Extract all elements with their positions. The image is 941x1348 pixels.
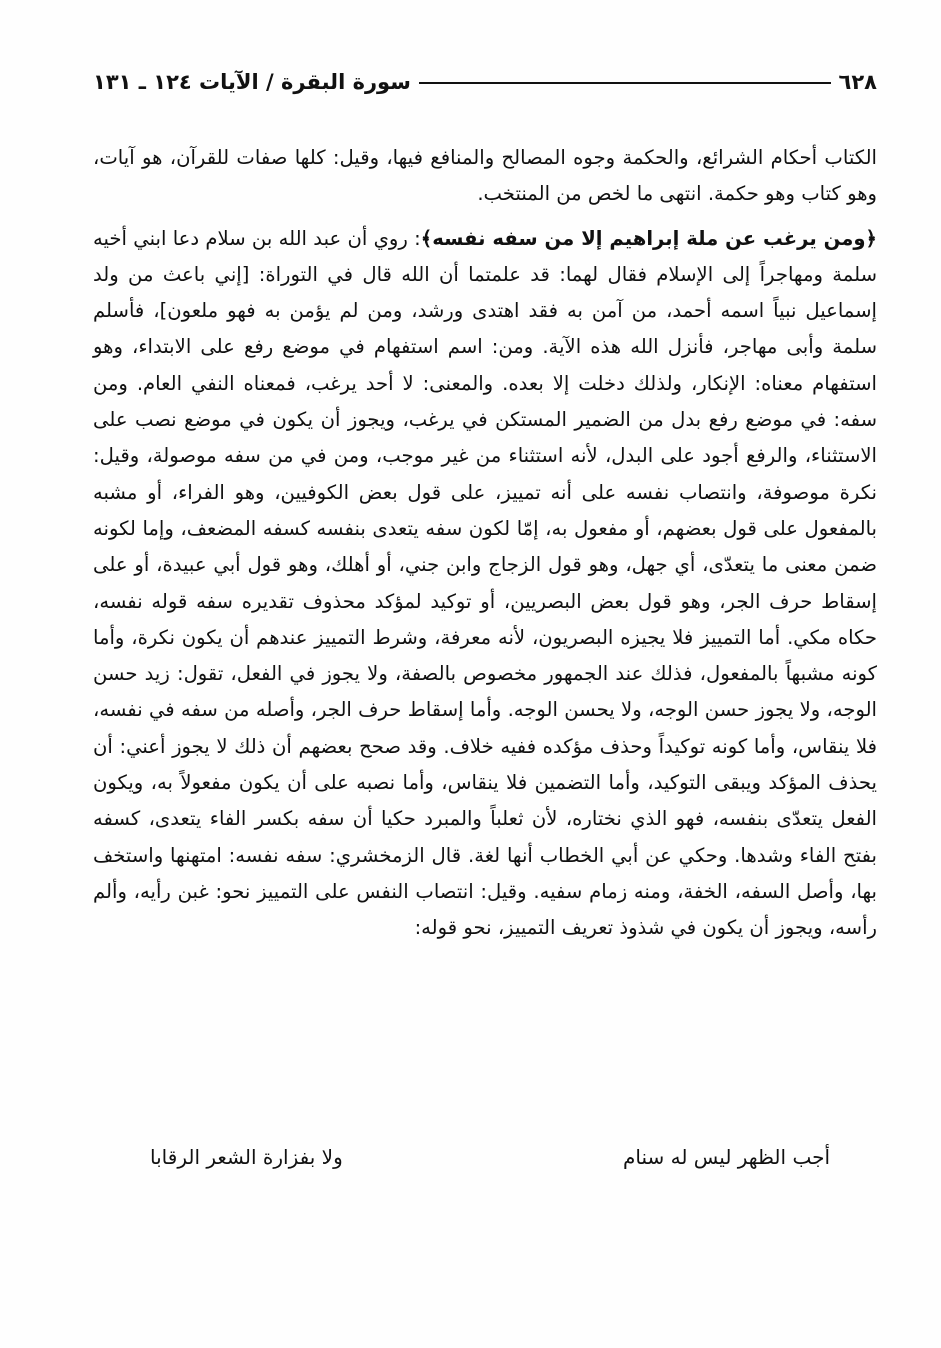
- paragraph: [93, 140, 877, 213]
- running-title: سورة البقرة / الآيات ١٢٤ ـ ١٣١: [93, 70, 411, 94]
- poem-hemistich-first: أجب الظهر ليس له سنام: [622, 1145, 830, 1169]
- paragraph-text: الكتاب أحكام الشرائع، والحكمة وجوه المصالح والمنافع فيها، وقيل: كلها صفات للقرآن، هو آيات، وهو كتاب وهو حكمة. انتهى ما لخص من المنتخب.: [93, 146, 877, 206]
- page-header: [93, 58, 877, 94]
- header-rule: [419, 82, 831, 84]
- paragraph: [93, 221, 877, 947]
- main-text: [93, 140, 877, 947]
- poem-hemistich-second: ولا بفزارة الشعر الرقابا: [150, 1145, 343, 1169]
- paragraph-text: : روي أن عبد الله بن سلام دعا ابني أخيه سلمة ومهاجراً إلى الإسلام فقال لهما: قد علمتما أن الله قال في التوراة: [إني باعث من ولد إسماعيل نبياً اسمه أحمد، من آمن به فقد اهتدى ورشد، ومن لم يؤمن به فهو ملعون]، فأسلم سلمة وأبى مهاجر، فأنزل الله هذه الآية. ومن: اسم استفهام في موضع رفع على الابتداء، وهو استفهام معناه: الإنكار، ولذلك دخلت إلا بعده. والمعنى: لا أحد يرغب، فمعناه النفي العام. ومن سفه: في موضع رفع بدل من الضمير المستكن في يرغب، ويجوز أن يكون في موضع نصب على الاستثناء، والرفع أجود على البدل، لأنه استثناء من غير موجب، ومن في من سفه موصولة، وقيل: نكرة موصوفة، وانتصاب نفسه على أنه تمييز، على قول بعض الكوفيين، وهو الفراء، أو مشبه بالمفعول على قول بعضهم، أو مفعول به، إمّا لكون سفه يتعدى بنفسه كسفه المضعف، وإما لكونه ضمن معنى ما يتعدّى، أي جهل، وهو قول الزجاج وابن جني، أو أهلك، وهو قول أبي عبيدة، أو على إسقاط حرف الجر، وهو قول بعض البصريين، أو توكيد لمؤكد محذوف تقديره سفه قوله نفسه، حكاه مكي. أما التمييز فلا يجيزه البصريون، لأنه معرفة، وشرط التمييز عندهم أن يكون نكرة، وأما كونه مشبهاً بالمفعول، فذلك عند الجمهور مخصوص بالصفة، ولا يجوز في الفعل، تقول: زيد حسن الوجه، ولا يجوز حسن الوجه، ولا يحسن الوجه. وأما إسقاط حرف الجر، وأصله من سفه في نفسه، فلا ينقاس، وأما كونه توكيداً وحذف مؤكده ففيه خلاف. وقد صحح بعضهم أن ذلك لا يجوز أعني: أن يحذف المؤكد ويبقى التوكيد، وأما التضمين فلا ينقاس، وأما نصبه على أن يكون مفعولاً به، ويكون الفعل يتعدّى بنفسه، فهو الذي نختاره، لأن ثعلباً والمبرد حكيا أن سفه بكسر الفاء يتعدى، كسفه بفتح الفاء وشدها. وحكي عن أبي الخطاب أنها لغة. قال الزمخشري: سفه نفسه: امتهنها واستخف بها، وأصل السفه، الخفة، ومنه زمام سفيه. وقيل: انتصاب النفس على التمييز نحو: غبن رأيه، وألم رأسه، ويجوز أن يكون في شذوذ تعريف التمييز، نحو قوله:: [93, 226, 877, 940]
- poetry-verse: [150, 1145, 830, 1185]
- verse-quote: ﴿ومن يرغب عن ملة إبراهيم إلا من سفه نفسه﴾: [420, 226, 877, 250]
- page-number: ٦٢٨: [838, 70, 877, 94]
